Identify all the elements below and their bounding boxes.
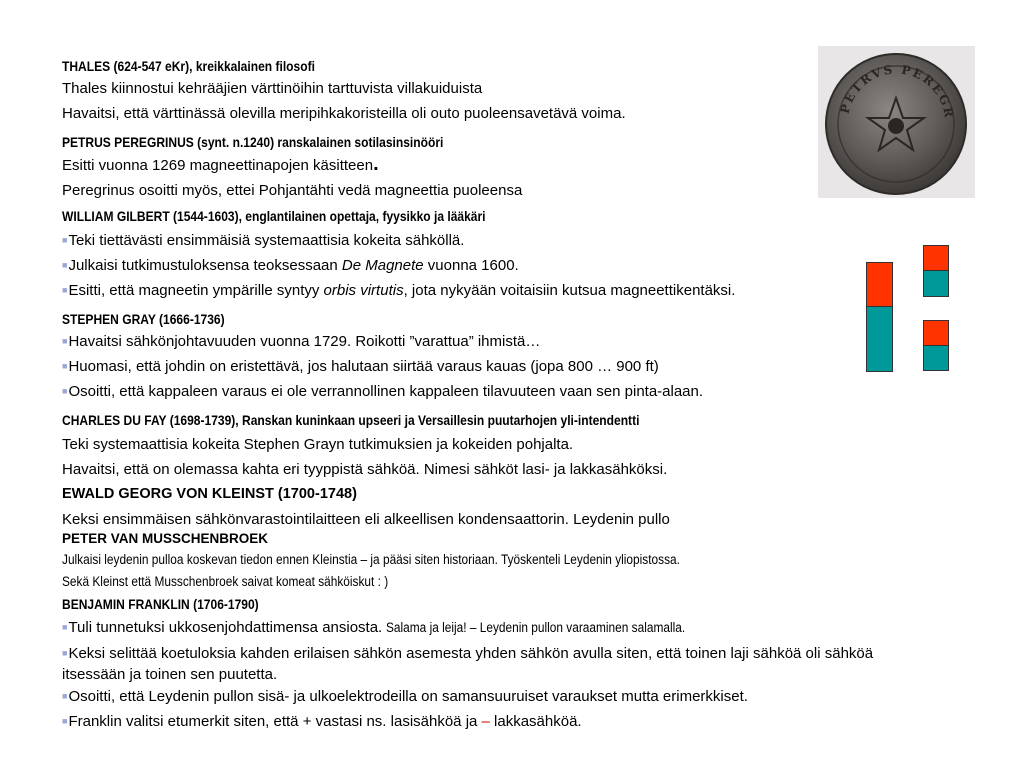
dufay-line-2: Havaitsi, että on olemassa kahta eri tyyppistä sähköä. Nimesi sähköt lasi- ja lakkasähköksi. [62, 461, 668, 478]
musschenbroek-heading: PETER VAN MUSSCHENBROEK [62, 531, 269, 546]
thales-line-1: Thales kiinnostui kehrääjien värttinöihin tarttuvista villakuiduista [62, 80, 483, 97]
gray-bullet-2: ■Huomasi, että johdin on eristettävä, jos halutaan siirtää varaus kauas (jopa 800 … 900 ft) [62, 358, 659, 375]
thales-line-2: Havaitsi, että värttinässä olevilla meripihkakoristeilla oli outo puoleensavetävä voima. [62, 105, 626, 122]
kleinst-line: Keksi ensimmäisen sähkönvarastointilaitteen eli alkeellisen kondensaattorin. Leydenin pullo [62, 511, 670, 528]
peregrinus-heading: PETRUS PEREGRINUS (synt. n.1240) ranskalainen sotilasinsinööri [62, 134, 444, 150]
teal-block-bottom [923, 345, 949, 371]
peregrinus-coin-image [818, 46, 975, 198]
teal-block-top [923, 270, 949, 297]
franklin-bullet-4: ■Franklin valitsi etumerkit siten, että + vastasi ns. lasisähköä ja – lakkasähköä. [62, 713, 582, 730]
coin-icon [818, 46, 975, 198]
bullet-icon: ■ [62, 235, 68, 245]
gilbert-heading: WILLIAM GILBERT (1544-1603), englantilainen opettaja, fyysikko ja lääkäri [62, 208, 486, 224]
thales-heading: THALES (624-547 eKr), kreikkalainen filosofi [62, 58, 315, 74]
bullet-icon: ■ [62, 361, 68, 371]
bullet-icon: ■ [62, 622, 68, 632]
bullet-icon: ■ [62, 336, 68, 346]
musschenbroek-line-1: Julkaisi leydenin pulloa koskevan tiedon ennen Kleinstia – ja pääsi siten historiaan. Työskenteli Leydenin yliopistossa. [62, 552, 680, 567]
gilbert-bullet-3: ■Esitti, että magneetin ympärille syntyy orbis virtutis, jota nykyään voitaisiin kutsua magneettikentäksi. [62, 282, 736, 299]
red-block-bottom [923, 320, 949, 346]
bullet-icon: ■ [62, 716, 68, 726]
bullet-icon: ■ [62, 691, 68, 701]
gilbert-bullet-1: ■Teki tiettävästi ensimmäisiä systemaattisia kokeita sähköllä. [62, 232, 465, 249]
dufay-line-1: Teki systemaattisia kokeita Stephen Grayn tutkimuksien ja kokeiden pohjalta. [62, 436, 574, 453]
franklin-bullet-3: ■Osoitti, että Leydenin pullon sisä- ja ulkoelektrodeilla on samansuuruiset varaukset mutta erimerkkiset. [62, 688, 748, 705]
red-block-large [866, 262, 893, 307]
red-block-top [923, 245, 949, 271]
gray-bullet-3: ■Osoitti, että kappaleen varaus ei ole verrannollinen kappaleen tilavuuteen vaan sen pinta-alaan. [62, 383, 704, 400]
coin-text: PETRVS PEREGR [837, 62, 957, 121]
bullet-icon: ■ [62, 285, 68, 295]
peregrinus-line-2: Peregrinus osoitti myös, ettei Pohjantähti vedä magneettia puoleensa [62, 182, 523, 199]
kleinst-heading: EWALD GEORG VON KLEINST (1700-1748) [62, 486, 357, 502]
bullet-icon: ■ [62, 648, 68, 658]
gray-bullet-1: ■Havaitsi sähkönjohtavuuden vuonna 1729. Roikotti ”varattua” ihmistä… [62, 333, 541, 350]
teal-block-large [866, 306, 893, 372]
gilbert-bullet-2: ■Julkaisi tutkimustuloksensa teoksessaan De Magnete vuonna 1600. [62, 257, 519, 274]
gray-heading: STEPHEN GRAY (1666-1736) [62, 311, 225, 327]
franklin-heading: BENJAMIN FRANKLIN (1706-1790) [62, 596, 259, 612]
peregrinus-line-1: Esitti vuonna 1269 magneettinapojen käsitteen. [62, 153, 379, 175]
musschenbroek-line-2: Sekä Kleinst että Musschenbroek saivat komeat sähköiskut : ) [62, 574, 389, 589]
franklin-bullet-2: ■Keksi selittää koetuloksia kahden erilaisen sähkön asemesta yhden sähkön avulla siten, että toinen laji sähköä oli sähköä itsessään ja toinen sen puutetta. [62, 645, 874, 683]
franklin-bullet-1: ■Tuli tunnetuksi ukkosenjohdattimensa ansiosta. Salama ja leija! – Leydenin pullon varaaminen salamalla. [62, 619, 686, 636]
bullet-icon: ■ [62, 260, 68, 270]
dufay-heading: CHARLES DU FAY (1698-1739), Ranskan kuninkaan upseeri ja Versaillesin puutarhojen yli-intendentti [62, 412, 640, 428]
bullet-icon: ■ [62, 386, 68, 396]
